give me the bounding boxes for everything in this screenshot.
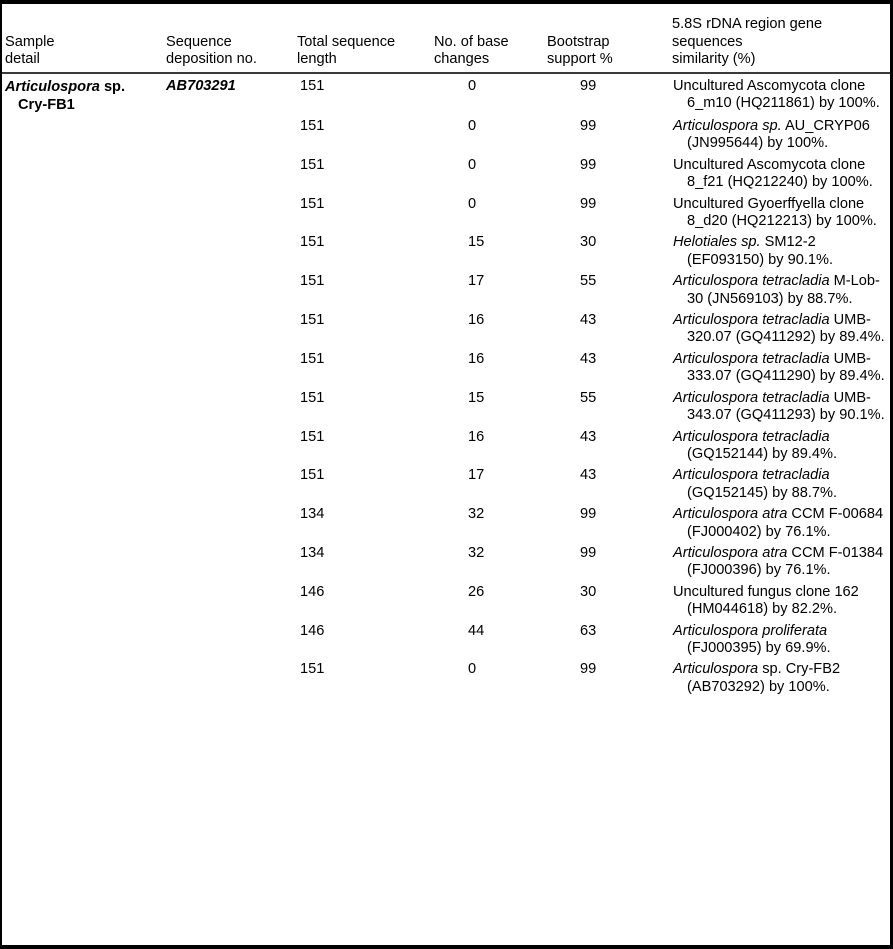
cell-rdna-similarity: [665, 192, 890, 231]
bootstrap-support-value: 99: [580, 661, 597, 678]
column-header-rdna-similarity-text: 5.8S rDNA region gene sequences similarity (%): [672, 16, 823, 67]
bootstrap-support-value: 30: [580, 583, 597, 600]
cell-sequence-deposition-no: [154, 230, 288, 269]
cell-total-sequence-length: [288, 541, 428, 580]
taxon-name: Articulospora tetracladia: [673, 467, 830, 484]
table-row: [2, 269, 890, 308]
cell-sample-detail: [2, 153, 154, 192]
similarity-detail: UMB-333.07 (GQ411290) by 89.4%.: [687, 350, 885, 385]
cell-bootstrap-support: [543, 153, 665, 192]
base-changes-value: 16: [468, 428, 485, 445]
bootstrap-support-value: 99: [580, 544, 597, 561]
similarity-detail: Uncultured fungus clone 162 (HM044618) by 82.2%.: [673, 583, 859, 618]
total-sequence-length-value: 151: [300, 78, 325, 94]
rdna-similarity-value: [665, 623, 890, 658]
cell-sample-detail: [2, 386, 154, 425]
cell-total-sequence-length: [288, 502, 428, 541]
cell-total-sequence-length: [288, 619, 428, 658]
cell-sample-detail: [2, 541, 154, 580]
cell-sequence-deposition-no: [154, 114, 288, 153]
cell-total-sequence-length: [288, 463, 428, 502]
cell-no-of-base-changes: [428, 463, 543, 502]
cell-sequence-deposition-no: [154, 657, 288, 696]
similarity-detail: Uncultured Gyoerffyella clone 8_d20 (HQ212213) by 100%.: [673, 195, 877, 230]
table-row: [2, 541, 890, 580]
accession-number: AB703291: [166, 78, 236, 94]
base-changes-value: 0: [468, 156, 477, 173]
base-changes-value: 0: [468, 78, 477, 94]
cell-sequence-deposition-no: [154, 347, 288, 386]
cell-sequence-deposition-no: [154, 153, 288, 192]
bootstrap-support-value: 30: [580, 234, 597, 251]
total-sequence-length-value: 151: [300, 312, 325, 329]
bootstrap-support-value: 99: [580, 118, 597, 134]
table-row: [2, 386, 890, 425]
rdna-similarity-value: [665, 390, 890, 425]
cell-sample-detail: [2, 269, 154, 308]
table-row: [2, 230, 890, 269]
cell-sequence-deposition-no: [154, 502, 288, 541]
total-sequence-length-value: 134: [300, 544, 325, 561]
table-row: [2, 347, 890, 386]
cell-sequence-deposition-no: [154, 425, 288, 464]
rdna-similarity-value: [665, 545, 890, 580]
column-header-no-of-base-changes: [428, 4, 543, 73]
taxon-name: Articulospora sp.: [673, 118, 782, 134]
cell-no-of-base-changes: [428, 386, 543, 425]
similarity-detail: (FJ000395) by 69.9%.: [687, 639, 831, 656]
base-changes-value: 32: [468, 506, 485, 523]
cell-no-of-base-changes: [428, 502, 543, 541]
cell-rdna-similarity: [665, 619, 890, 658]
cell-rdna-similarity: [665, 463, 890, 502]
table-body: [2, 73, 890, 696]
cell-bootstrap-support: [543, 386, 665, 425]
cell-total-sequence-length: [288, 580, 428, 619]
cell-sequence-deposition-no: [154, 541, 288, 580]
base-changes-value: 26: [468, 583, 485, 600]
column-header-sequence-deposition-no: [154, 4, 288, 73]
total-sequence-length-value: 151: [300, 234, 325, 251]
base-changes-value: 32: [468, 544, 485, 561]
column-header-sequence-deposition-no-text: Sequence deposition no.: [166, 33, 257, 67]
cell-total-sequence-length: [288, 308, 428, 347]
cell-no-of-base-changes: [428, 269, 543, 308]
rdna-similarity-value: [665, 196, 890, 231]
taxon-name: Articulospora: [673, 661, 759, 678]
rdna-similarity-value: [665, 351, 890, 386]
total-sequence-length-value: 151: [300, 195, 325, 212]
table-row: [2, 463, 890, 502]
column-header-rdna-similarity: [665, 4, 890, 73]
similarity-detail: AU_CRYP06 (JN995644) by 100%.: [687, 118, 870, 152]
cell-sequence-deposition-no: [154, 192, 288, 231]
cell-total-sequence-length: [288, 114, 428, 153]
bootstrap-support-value: 43: [580, 312, 597, 329]
cell-total-sequence-length: [288, 73, 428, 114]
bootstrap-support-value: 99: [580, 195, 597, 212]
similarity-detail: UMB-320.07 (GQ411292) by 89.4%.: [687, 312, 885, 346]
taxon-name: Articulospora tetracladia: [673, 312, 830, 329]
base-changes-value: 15: [468, 234, 485, 251]
base-changes-value: 16: [468, 312, 485, 329]
cell-sample-detail: [2, 657, 154, 696]
cell-no-of-base-changes: [428, 153, 543, 192]
cell-bootstrap-support: [543, 192, 665, 231]
rdna-similarity-value: [665, 78, 890, 113]
rdna-similarity-value: [665, 273, 890, 308]
cell-bootstrap-support: [543, 230, 665, 269]
cell-rdna-similarity: [665, 502, 890, 541]
bootstrap-support-value: 43: [580, 467, 597, 484]
cell-rdna-similarity: [665, 347, 890, 386]
base-changes-value: 0: [468, 661, 477, 678]
cell-bootstrap-support: [543, 580, 665, 619]
total-sequence-length-value: 151: [300, 118, 325, 134]
base-changes-value: 15: [468, 389, 485, 406]
cell-rdna-similarity: [665, 657, 890, 696]
total-sequence-length-value: 151: [300, 389, 325, 406]
table-row: [2, 619, 890, 658]
base-changes-value: 44: [468, 622, 485, 639]
cell-total-sequence-length: [288, 269, 428, 308]
similarity-detail: (GQ152144) by 89.4%.: [687, 445, 838, 462]
cell-sequence-deposition-no: [154, 73, 288, 114]
cell-bootstrap-support: [543, 347, 665, 386]
cell-rdna-similarity: [665, 153, 890, 192]
cell-bootstrap-support: [543, 269, 665, 308]
rdna-similarity-value: [665, 429, 890, 464]
cell-rdna-similarity: [665, 269, 890, 308]
total-sequence-length-value: 146: [300, 622, 325, 639]
table-row: [2, 425, 890, 464]
column-header-sample-detail-text: Sample detail: [5, 33, 55, 67]
cell-sample-detail: [2, 308, 154, 347]
cell-total-sequence-length: [288, 657, 428, 696]
column-header-bootstrap-support: [543, 4, 665, 73]
cell-total-sequence-length: [288, 386, 428, 425]
table-header: [2, 4, 890, 73]
table-row: [2, 308, 890, 347]
bootstrap-support-value: 99: [580, 78, 597, 94]
table-row: [2, 657, 890, 696]
total-sequence-length-value: 151: [300, 428, 325, 445]
similarity-detail: UMB-343.07 (GQ411293) by 90.1%.: [687, 389, 885, 424]
total-sequence-length-value: 151: [300, 661, 325, 678]
table-row: [2, 153, 890, 192]
similarity-detail: (GQ152145) by 88.7%.: [687, 484, 838, 501]
sequence-similarity-table: [2, 4, 890, 696]
total-sequence-length-value: 151: [300, 467, 325, 484]
taxon-name: Articulospora tetracladia: [673, 273, 830, 290]
taxon-name: Articulospora atra: [673, 506, 788, 523]
sample-species: sp. Cry-FB1: [18, 79, 126, 113]
column-header-bootstrap-support-text: Bootstrap support %: [547, 33, 613, 67]
similarity-detail: CCM F-00684 (FJ000402) by 76.1%.: [687, 506, 884, 540]
rdna-similarity-value: [665, 312, 890, 347]
cell-total-sequence-length: [288, 153, 428, 192]
column-header-sample-detail: [2, 4, 154, 73]
cell-bootstrap-support: [543, 657, 665, 696]
base-changes-value: 16: [468, 350, 485, 367]
taxon-name: Articulospora tetracladia: [673, 428, 830, 445]
cell-rdna-similarity: [665, 541, 890, 580]
cell-sample-detail: [2, 502, 154, 541]
cell-bootstrap-support: [543, 541, 665, 580]
total-sequence-length-value: 146: [300, 583, 325, 600]
base-changes-value: 0: [468, 118, 477, 134]
taxon-name: Articulospora tetracladia: [673, 389, 830, 406]
bootstrap-support-value: 99: [580, 506, 597, 523]
cell-sequence-deposition-no: [154, 463, 288, 502]
similarity-detail: CCM F-01384 (FJ000396) by 76.1%.: [687, 544, 884, 579]
base-changes-value: 17: [468, 273, 485, 290]
taxon-name: Articulospora proliferata: [673, 622, 828, 639]
bootstrap-support-value: 55: [580, 389, 597, 406]
cell-sample-detail: [2, 580, 154, 619]
cell-sequence-deposition-no: [154, 580, 288, 619]
total-sequence-length-value: 151: [300, 156, 325, 173]
header-row: [2, 4, 890, 73]
cell-rdna-similarity: [665, 580, 890, 619]
bootstrap-support-value: 43: [580, 428, 597, 445]
similarity-detail: Uncultured Ascomycota clone 6_m10 (HQ211861) by 100%.: [673, 78, 880, 112]
cell-sample-detail: [2, 347, 154, 386]
cell-total-sequence-length: [288, 347, 428, 386]
cell-rdna-similarity: [665, 308, 890, 347]
bootstrap-support-value: 63: [580, 622, 597, 639]
cell-no-of-base-changes: [428, 580, 543, 619]
bootstrap-support-value: 99: [580, 156, 597, 173]
taxon-name: Articulospora atra: [673, 544, 788, 561]
similarity-detail: M-Lob-30 (JN569103) by 88.7%.: [687, 273, 880, 307]
cell-rdna-similarity: [665, 386, 890, 425]
rdna-similarity-value: [665, 584, 890, 619]
column-header-total-sequence-length-text: Total sequence length: [297, 33, 396, 67]
cell-bootstrap-support: [543, 308, 665, 347]
cell-no-of-base-changes: [428, 619, 543, 658]
cell-no-of-base-changes: [428, 73, 543, 114]
similarity-detail: Uncultured Ascomycota clone 8_f21 (HQ212240) by 100%.: [673, 156, 873, 191]
table-row: [2, 192, 890, 231]
cell-no-of-base-changes: [428, 192, 543, 231]
cell-bootstrap-support: [543, 463, 665, 502]
cell-bootstrap-support: [543, 502, 665, 541]
similarity-detail: SM12-2 (EF093150) by 90.1%.: [687, 234, 834, 268]
rdna-similarity-value: [665, 467, 890, 502]
column-header-total-sequence-length: [288, 4, 428, 73]
cell-no-of-base-changes: [428, 230, 543, 269]
cell-no-of-base-changes: [428, 347, 543, 386]
cell-sample-detail: [2, 230, 154, 269]
cell-rdna-similarity: [665, 425, 890, 464]
cell-total-sequence-length: [288, 192, 428, 231]
rdna-similarity-value: [665, 506, 890, 541]
sample-genus: Articulospora: [5, 79, 100, 95]
base-changes-value: 17: [468, 467, 485, 484]
table-row: [2, 502, 890, 541]
cell-bootstrap-support: [543, 73, 665, 114]
cell-no-of-base-changes: [428, 657, 543, 696]
cell-sequence-deposition-no: [154, 269, 288, 308]
table-row: [2, 73, 890, 114]
cell-sample-detail: [2, 619, 154, 658]
rdna-similarity-value: [665, 157, 890, 192]
cell-sample-detail: [2, 192, 154, 231]
cell-sequence-deposition-no: [154, 308, 288, 347]
cell-sample-detail: [2, 425, 154, 464]
bootstrap-support-value: 43: [580, 350, 597, 367]
table-row: [2, 114, 890, 153]
rdna-similarity-value: [665, 234, 890, 269]
cell-no-of-base-changes: [428, 541, 543, 580]
cell-sample-detail: [2, 73, 154, 114]
cell-bootstrap-support: [543, 114, 665, 153]
cell-no-of-base-changes: [428, 308, 543, 347]
total-sequence-length-value: 134: [300, 506, 325, 523]
cell-sequence-deposition-no: [154, 619, 288, 658]
table-row: [2, 580, 890, 619]
cell-total-sequence-length: [288, 230, 428, 269]
bootstrap-support-value: 55: [580, 273, 597, 290]
sample-detail-value: [5, 78, 154, 114]
rdna-similarity-value: [665, 118, 890, 153]
cell-sample-detail: [2, 463, 154, 502]
column-header-no-of-base-changes-text: No. of base changes: [434, 33, 509, 67]
similarity-detail: sp. Cry-FB2 (AB703292) by 100%.: [687, 661, 841, 695]
cell-bootstrap-support: [543, 619, 665, 658]
rdna-similarity-value: [665, 661, 890, 696]
cell-rdna-similarity: [665, 114, 890, 153]
cell-rdna-similarity: [665, 230, 890, 269]
cell-rdna-similarity: [665, 73, 890, 114]
cell-no-of-base-changes: [428, 114, 543, 153]
total-sequence-length-value: 151: [300, 273, 325, 290]
taxon-name: Articulospora tetracladia: [673, 350, 830, 367]
base-changes-value: 0: [468, 195, 477, 212]
cell-no-of-base-changes: [428, 425, 543, 464]
cell-total-sequence-length: [288, 425, 428, 464]
cell-bootstrap-support: [543, 425, 665, 464]
cell-sequence-deposition-no: [154, 386, 288, 425]
total-sequence-length-value: 151: [300, 350, 325, 367]
cell-sample-detail: [2, 114, 154, 153]
taxon-name: Helotiales sp.: [673, 234, 761, 251]
